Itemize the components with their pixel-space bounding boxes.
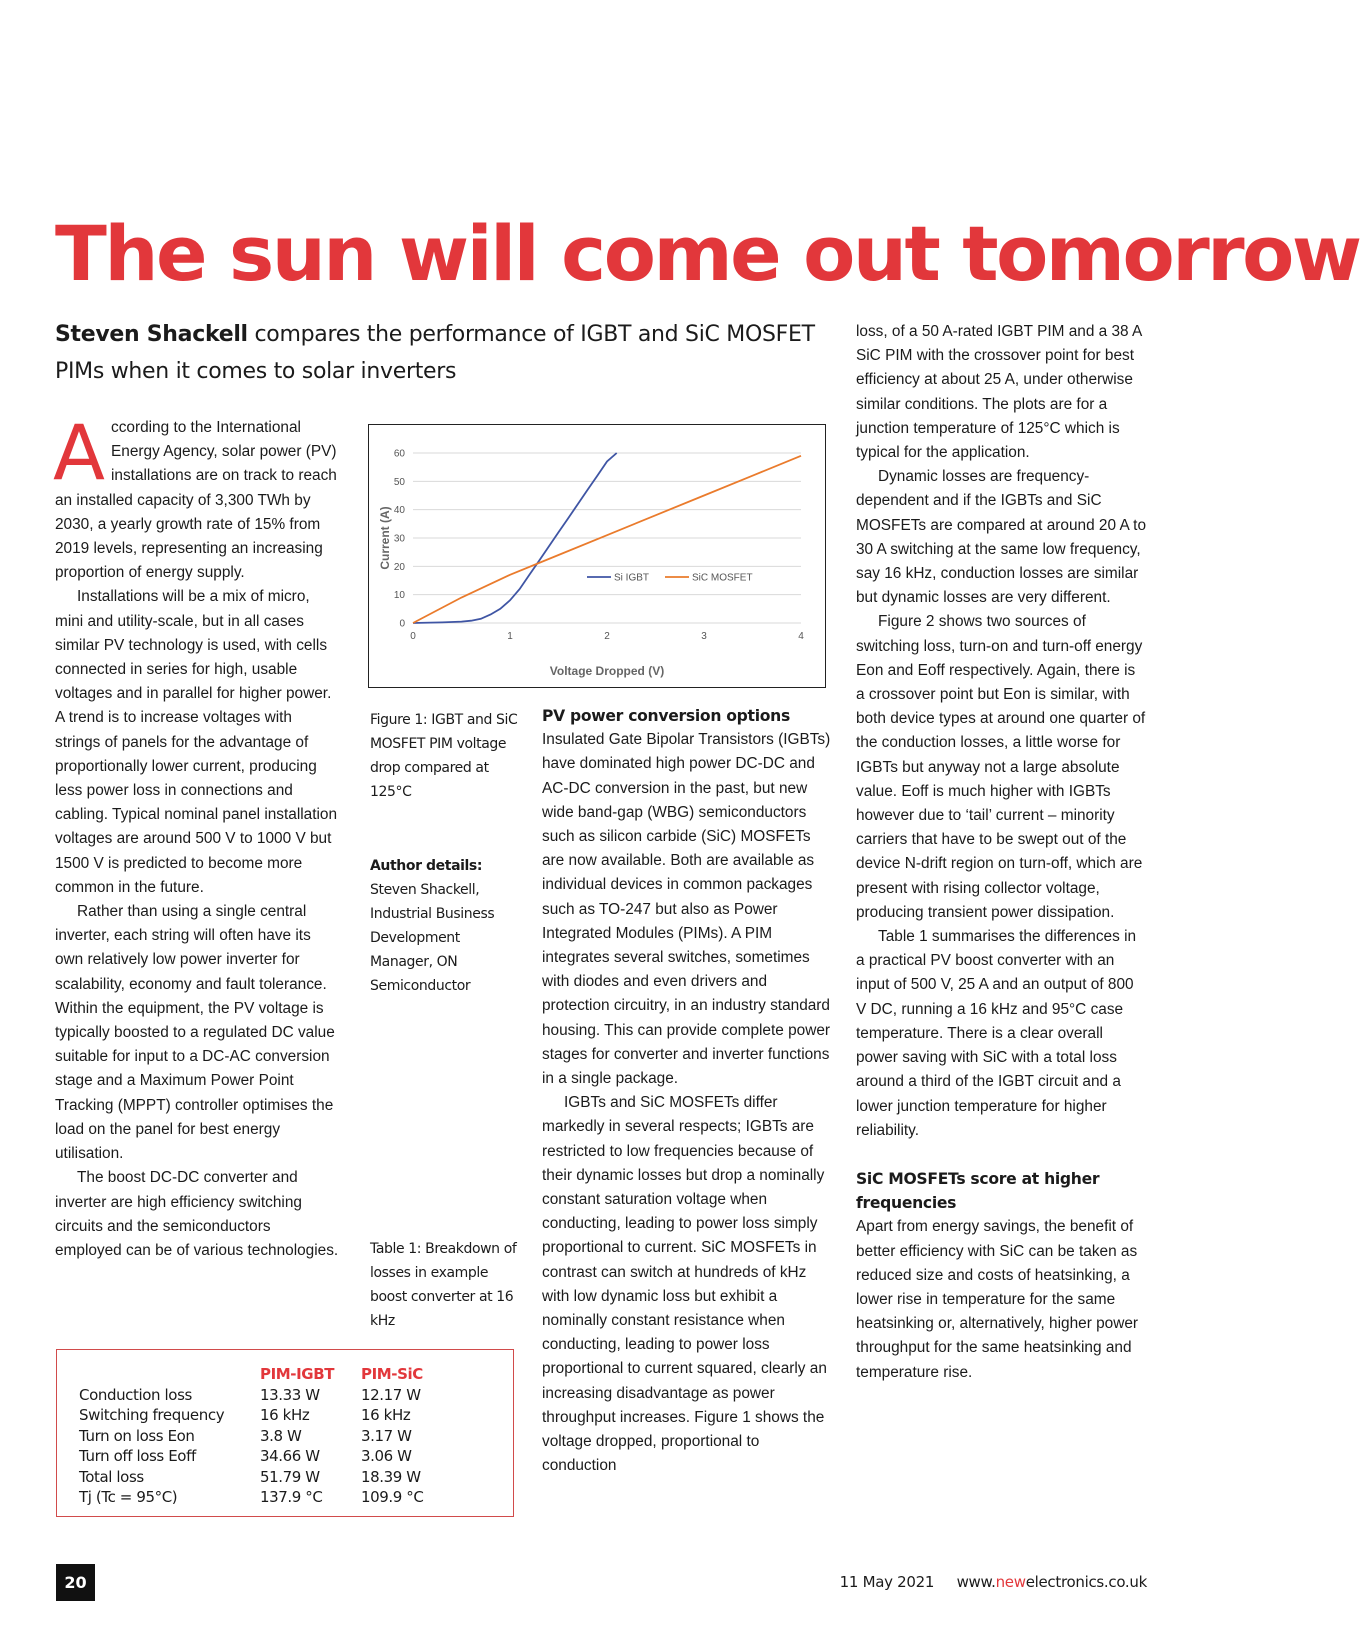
body-column-4 [856, 320, 1148, 1385]
table-cell: Tj (Tc = 95°C) [79, 1488, 178, 1507]
table-cell: 51.79 W [260, 1467, 320, 1486]
table-cell: 34.66 W [260, 1447, 320, 1466]
body-column-3 [542, 704, 832, 1479]
page-number: 20 [56, 1564, 95, 1601]
paragraph-spacer [856, 1143, 1148, 1167]
body-paragraph: loss, of a 50 A-rated IGBT PIM and a 38 A SiC PIM with the crossover point for best efficiency at about 25 A, under otherwise similar conditions. The plots are for a junction temperature of 125°C which is typical for the application. [856, 323, 1142, 462]
voltage-current-chart [369, 425, 825, 687]
body-paragraph: Insulated Gate Bipolar Transistors (IGBTs) have dominated high power DC-DC and AC-DC conversion in the past, but new wide band-gap (WBG) semiconductors such as silicon carbide (SiC) MOSFETs are now available. Both are available as individual devices in common packages such as TO-247 but also as Power Integrated Modules (PIMs). A PIM integrates several switches, sometimes with diodes and even drivers and protection circuitry, in an industry standard housing. This can provide complete power stages for converter and inverter functions in a single package. [542, 731, 831, 1088]
y-axis-label: Current (A) [378, 506, 392, 570]
body-paragraph: Table 1 summarises the differences in a practical PV boost converter with an input of 500 V, 25 A and an output of 800 V DC, running a 16 kHz and 95°C case temperature. There is a clear overall power saving with SiC with a total loss around a third of the IGBT circuit and a lower junction temperature for higher reliability. [856, 928, 1137, 1139]
body-column-1 [53, 408, 341, 1263]
section-heading: SiC MOSFETs score at higher frequencies [856, 1169, 1100, 1213]
body-paragraph: Installations will be a mix of micro, mini and utility-scale, but in all cases similar PV technology is used, with cells connected in series for high, usable voltages and in parallel for higher power. A trend is to increase voltages with strings of panels for the advantage of proportionally lower current, producing less power loss in connections and cabling. Typical nominal panel installation voltages are around 500 V to 1000 V but 1500 V is predicted to become more common in the future. [55, 588, 338, 896]
drop-cap: A [53, 408, 105, 497]
body-paragraph: IGBTs and SiC MOSFETs differ markedly in several respects; IGBTs are restricted to low frequencies because of their dynamic losses but drop a nominally constant saturation voltage when conducting, leading to power loss simply proportional to current. SiC MOSFETs in contrast can switch at hundreds of kHz with low dynamic loss but exhibit a nominally constant resistance when conducting, leading to power loss proportional to current squared, clearly an increasing disadvantage as power throughput increases. Figure 1 shows the voltage dropped, proportional to conduction [542, 1094, 827, 1475]
table-row [79, 1426, 423, 1447]
body-paragraph: Figure 2 shows two sources of switching loss, turn-on and turn-off energy Eon and Eoff respectively. Again, there is a crossover point but Eon is similar, with both device types at around one quarter of the conduction losses, a little worse for IGBTs but anyway not a large absolute value. Eoff is much higher with IGBTs however due to ‘tail’ current – minority carriers that have to be swept out of the device N-drift region on turn-off, which are present with rising collector voltage, producing transient power dissipation. [856, 613, 1146, 921]
legend-label: SiC MOSFET [692, 572, 753, 584]
author-details [370, 854, 520, 998]
table-cell: 137.9 °C [260, 1488, 323, 1507]
body-paragraph: Apart from energy savings, the benefit of better efficiency with SiC can be taken as reduced size and costs of heatsinking, a lower rise in temperature for the same heatsinking or, alternatively, higher power throughput for the same heatsinking and temperature rise. [856, 1218, 1139, 1381]
table-header-row [79, 1364, 423, 1385]
y-tick-label: 20 [393, 561, 405, 573]
table-row [79, 1385, 423, 1406]
x-tick-label: 4 [798, 631, 804, 642]
issue-date: 11 May 2021 [839, 1573, 935, 1591]
body-paragraph: The boost DC-DC converter and inverter are high efficiency switching circuits and the semiconductors employed can be of various technologies. [55, 1169, 339, 1259]
table-cell: 18.39 W [361, 1467, 421, 1486]
author-details-heading: Author details: [370, 858, 483, 874]
table-row [79, 1446, 423, 1467]
loss-table [79, 1364, 423, 1508]
x-tick-label: 0 [410, 631, 416, 642]
body-paragraph: According to the International Energy Agency, solar power (PV) installations are on track to reach an installed capacity of 3,300 TWh by 2030, a yearly growth rate of 15% from 2019 levels, representing an increasing proportion of energy supply. [53, 408, 337, 582]
y-tick-label: 30 [393, 533, 405, 545]
table-cell: Switching frequency [79, 1406, 225, 1425]
table-row [79, 1487, 423, 1508]
table-1 [56, 1349, 514, 1517]
x-axis-label: Voltage Dropped (V) [549, 664, 665, 678]
body-paragraph: Rather than using a single central inverter, each string will often have its own relatively low power inverter for scalability, economy and fault tolerance. Within the equipment, the PV voltage is typically boosted to a regulated DC value suitable for input to a DC-AC conversion stage and a Maximum Power Point Tracking (MPPT) controller optimises the load on the panel for best energy utilisation. [55, 903, 335, 1163]
table-header: PIM-IGBT [260, 1365, 335, 1384]
table-header [79, 1364, 260, 1385]
x-tick-label: 2 [604, 631, 610, 642]
author-details-text: Steven Shackell, Industrial Business Development Manager, ON Semiconductor [370, 882, 495, 994]
y-tick-label: 60 [393, 448, 405, 460]
page-footer [840, 1573, 1147, 1591]
article-title: The sun will come out tomorrow [55, 209, 1360, 298]
table-cell: 12.17 W [361, 1385, 421, 1404]
x-tick-label: 3 [701, 631, 707, 642]
table-cell: Turn on loss Eon [79, 1426, 195, 1445]
y-tick-label: 50 [393, 476, 405, 488]
table-cell: Conduction loss [79, 1385, 192, 1404]
table-cell: 3.8 W [260, 1426, 302, 1445]
y-tick-label: 10 [393, 590, 405, 602]
standfirst-text: compares the performance of IGBT and SiC MOSFET PIMs when it comes to solar inverters [55, 322, 815, 384]
table-header: PIM-SiC [361, 1365, 423, 1384]
legend-label: Si IGBT [614, 572, 650, 584]
table-row [79, 1467, 423, 1488]
table-cell: 3.17 W [361, 1426, 412, 1445]
table-cell: 3.06 W [361, 1447, 412, 1466]
table-cell: 16 kHz [361, 1406, 411, 1425]
figure-1-caption: Figure 1: IGBT and SiC MOSFET PIM voltage drop compared at 125°C [370, 712, 518, 800]
website-link[interactable]: www.newelectronics.co.uk [956, 1573, 1147, 1591]
table-cell: 16 kHz [260, 1406, 310, 1425]
figure-1 [368, 424, 826, 688]
table-1-caption: Table 1: Breakdown of losses in example boost converter at 16 kHz [370, 1241, 517, 1329]
y-tick-label: 0 [399, 618, 405, 630]
body-paragraph: Dynamic losses are frequency-dependent and if the IGBTs and SiC MOSFETs are compared at around 20 A to 30 A switching at the same low frequency, say 16 kHz, conduction losses are similar but dynamic losses are very different. [856, 468, 1147, 607]
table-cell: Turn off loss Eoff [79, 1447, 196, 1466]
y-tick-label: 40 [393, 505, 405, 517]
author-name: Steven Shackell [55, 322, 248, 347]
section-heading: PV power conversion options [542, 707, 790, 725]
table-cell: Total loss [79, 1467, 144, 1486]
table-cell: 109.9 °C [361, 1488, 424, 1507]
standfirst [55, 316, 815, 390]
x-tick-label: 1 [507, 631, 513, 642]
table-cell: 13.33 W [260, 1385, 320, 1404]
table-row [79, 1405, 423, 1426]
